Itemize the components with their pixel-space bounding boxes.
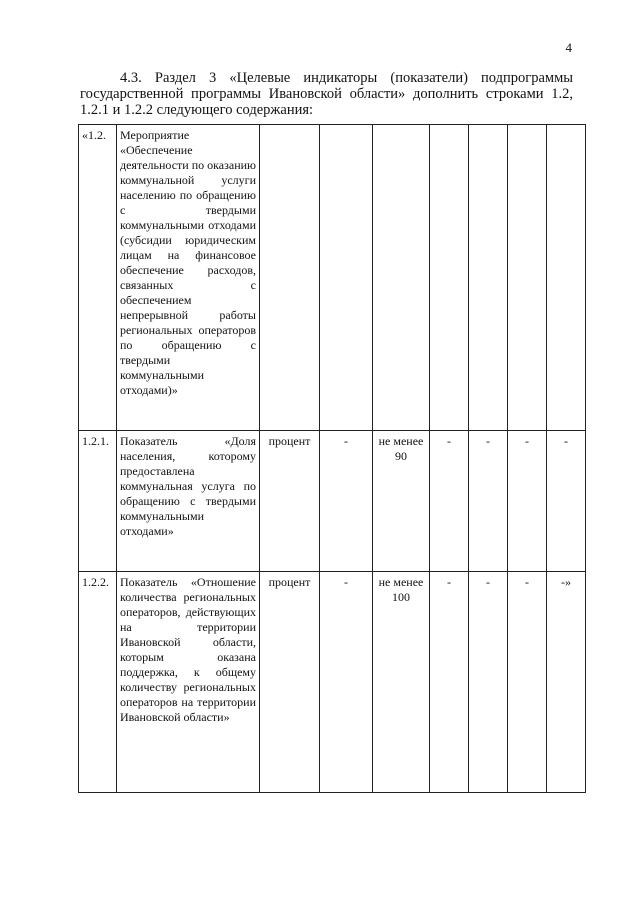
intro-text: 4.3. Раздел 3 «Целевые индикаторы (показатели) подпрограммы государственной программы Ивановской области» дополнить строками 1.2, 1.2.1 и 1.2.2 следующего содержания: bbox=[80, 70, 573, 118]
row-value-col8: - bbox=[508, 431, 547, 572]
intro-paragraph bbox=[80, 70, 573, 118]
row-value-col4 bbox=[320, 125, 373, 431]
row-number: 1.2.1. bbox=[79, 431, 117, 572]
row-value-col5: не менее 90 bbox=[373, 431, 430, 572]
row-value-col8 bbox=[508, 125, 547, 431]
row-value-col7: - bbox=[469, 431, 508, 572]
row-value-col7: - bbox=[469, 572, 508, 793]
row-value-col5 bbox=[373, 125, 430, 431]
row-value-col4: - bbox=[320, 431, 373, 572]
row-number: «1.2. bbox=[79, 125, 117, 431]
table-row bbox=[79, 572, 586, 793]
row-name: Показатель «Отношение количества региональных операторов, действующих на территории Ивановской области, которым оказана поддержка, к общему количеству региональных операторов на территории Ивановской области» bbox=[117, 572, 260, 793]
indicators-table bbox=[78, 124, 586, 793]
row-value-col4: - bbox=[320, 572, 373, 793]
row-value-col8: - bbox=[508, 572, 547, 793]
row-name: Мероприятие «Обеспечение деятельности по оказанию коммунальной услуги населению по обращению с твердыми коммунальными отходами (субсидии юридическим лицам на финансовое обеспечение расходов, связанных с обеспечением непрерывной работы региональных операторов по обращению с твердыми коммунальными отходами)» bbox=[117, 125, 260, 431]
table-row bbox=[79, 431, 586, 572]
row-value-col6: - bbox=[430, 572, 469, 793]
row-value-col7 bbox=[469, 125, 508, 431]
row-number: 1.2.2. bbox=[79, 572, 117, 793]
row-unit: процент bbox=[260, 572, 320, 793]
row-value-col9: -» bbox=[547, 572, 586, 793]
page-number: 4 bbox=[565, 40, 572, 55]
row-value-col6: - bbox=[430, 431, 469, 572]
row-value-col6 bbox=[430, 125, 469, 431]
row-name: Показатель «Доля населения, которому предоставлена коммунальная услуга по обращению с твердыми коммунальными отходами» bbox=[117, 431, 260, 572]
row-value-col9: - bbox=[547, 431, 586, 572]
table-row bbox=[79, 125, 586, 431]
row-unit: процент bbox=[260, 431, 320, 572]
row-unit bbox=[260, 125, 320, 431]
row-value-col5: не менее 100 bbox=[373, 572, 430, 793]
row-value-col9 bbox=[547, 125, 586, 431]
